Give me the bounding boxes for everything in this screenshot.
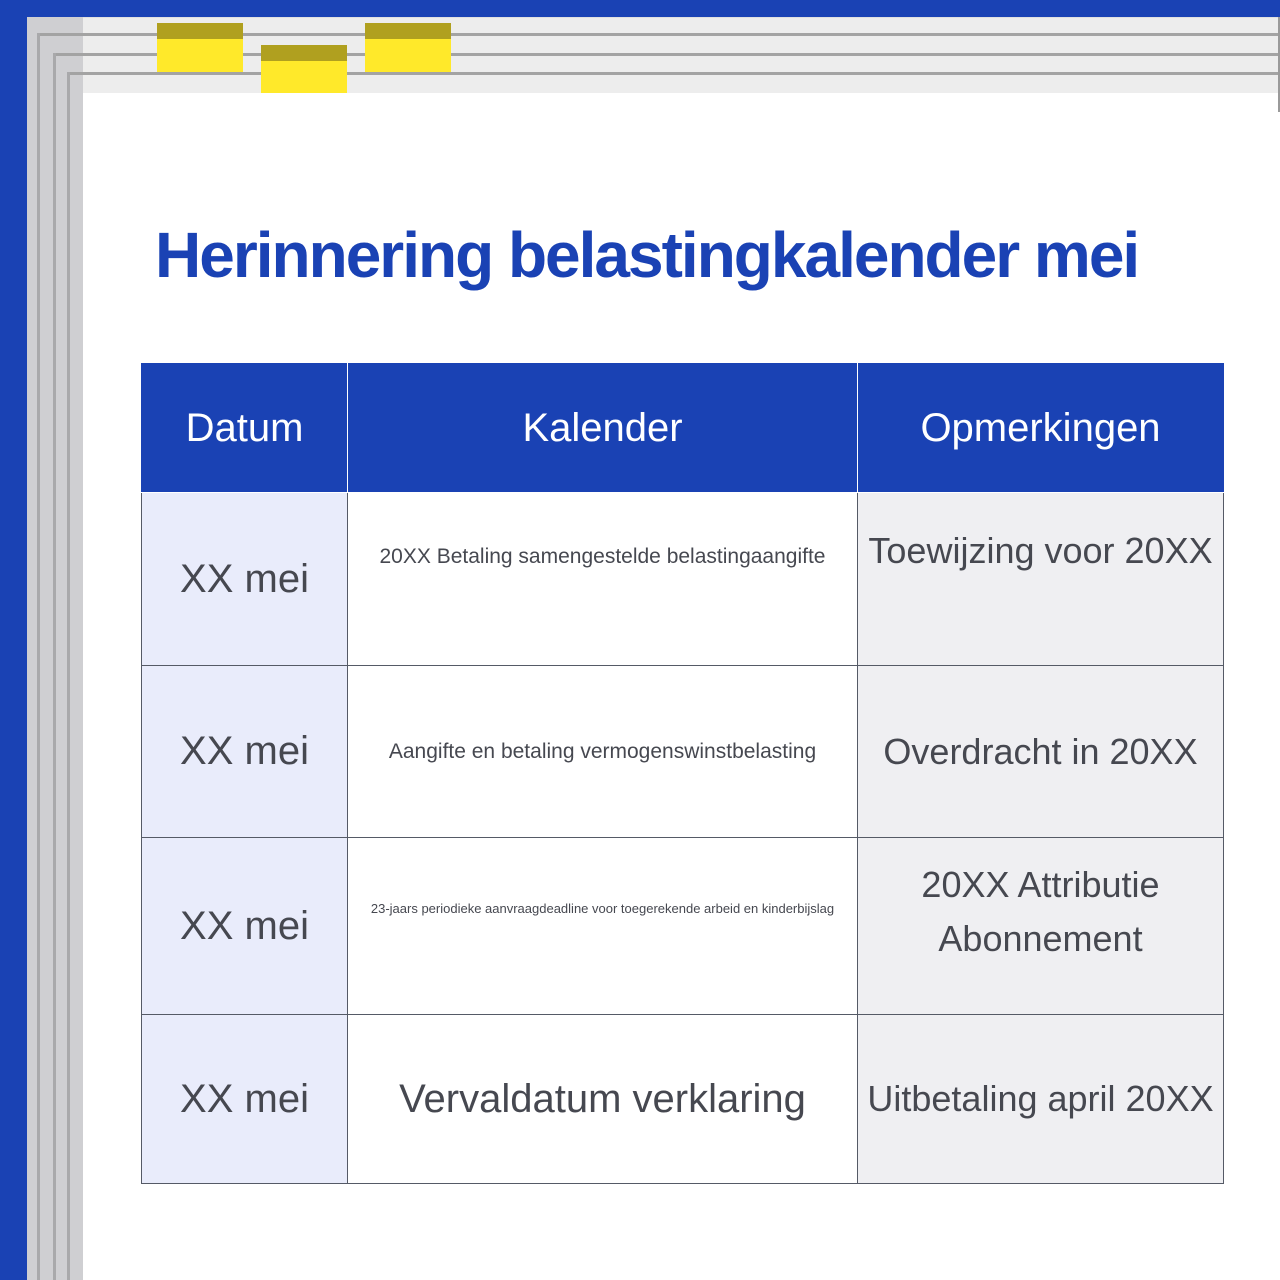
cell-kalender: Vervaldatum verklaring [348, 1015, 858, 1184]
table-row [142, 493, 1224, 666]
frame-stripe [67, 72, 70, 1280]
cell-opmerkingen: Overdracht in 20XX [858, 666, 1224, 838]
sticky-note-icon [261, 45, 347, 93]
opmerkingen-text: 20XX Attributie Abonnement [921, 864, 1160, 959]
kalender-text: 20XX Betaling samengestelde belastingaangifte [379, 545, 826, 568]
opmerkingen-text: Toewijzing voor 20XX [868, 530, 1213, 571]
table-header-row [142, 364, 1224, 493]
frame-stripe [53, 53, 56, 1280]
tax-calendar-table [141, 363, 1224, 1184]
column-header-kalender: Kalender [348, 364, 858, 493]
table-row [142, 838, 1224, 1015]
cell-opmerkingen: Uitbetaling april 20XX [858, 1015, 1224, 1184]
column-header-opmerkingen: Opmerkingen [858, 364, 1224, 493]
frame-stripe [37, 33, 40, 1280]
column-header-datum: Datum [142, 364, 348, 493]
cell-datum: XX mei [142, 1015, 348, 1184]
frame-stripe [67, 72, 1280, 75]
sticky-note-icon [157, 23, 243, 72]
table-row [142, 666, 1224, 838]
table-row [142, 1015, 1224, 1184]
cell-kalender [348, 838, 858, 1015]
sticky-note-icon [365, 23, 451, 72]
cell-kalender: Aangifte en betaling vermogenswinstbelasting [348, 666, 858, 838]
cell-datum: XX mei [142, 666, 348, 838]
kalender-text: 23-jaars periodieke aanvraagdeadline voor toegerekende arbeid en kinderbijslag [370, 900, 835, 916]
cell-kalender [348, 493, 858, 666]
page-title: Herinnering belastingkalender mei [155, 219, 1139, 291]
cell-opmerkingen [858, 838, 1224, 1015]
cell-opmerkingen [858, 493, 1224, 666]
cell-datum: XX mei [142, 838, 348, 1015]
cell-datum: XX mei [142, 493, 348, 666]
